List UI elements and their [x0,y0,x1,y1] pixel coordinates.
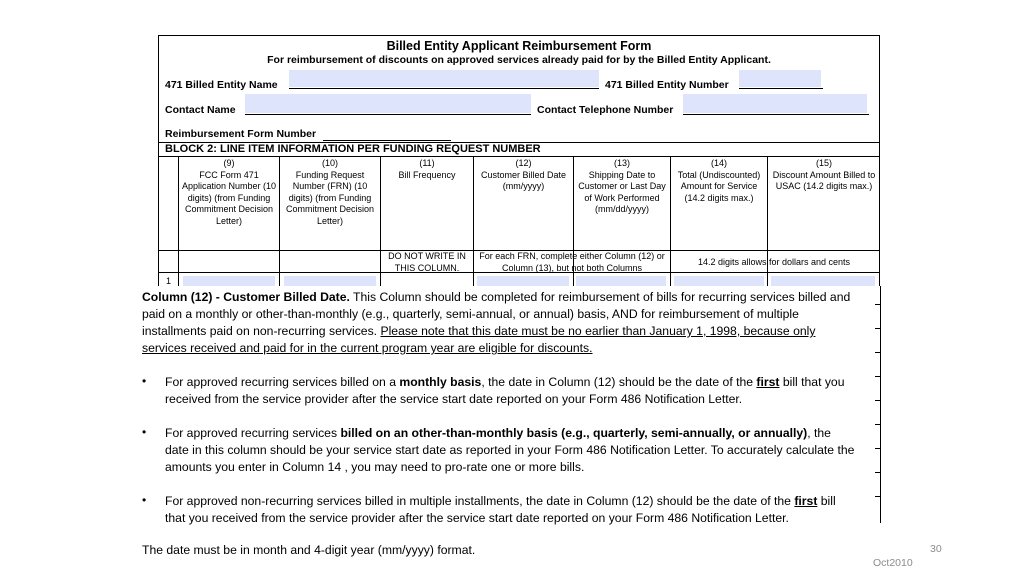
column-number: (9) [223,158,235,168]
note-digits: 14.2 digits allows for dollars and cents [697,257,851,267]
form-title: Billed Entity Applicant Reimbursement Form [386,39,652,53]
row-number: 1 [166,276,172,286]
bullet-3-dot: • [142,493,147,507]
reimbursement-form [158,35,880,287]
border-tick [875,352,881,353]
grid-divider [279,157,280,288]
column-text: FCC Form 471 Application Number (10 digits) (from Funding Commitment Decision Letter) [181,169,277,226]
intro-underlined-note: Please note that this date must be no earlier than January 1, 1998, because only services received and paid for in the current program year are eligible for discounts. [142,324,816,355]
form-subtitle: For reimbursement of discounts on approved services already paid for by the Billed Entity Applicant. [267,54,771,66]
column-header-15 [772,158,876,193]
contact-name-underline [245,114,531,115]
bullet-emphasis-first: first [794,494,818,508]
billed-entity-name-field[interactable] [289,70,599,87]
column-header-10 [285,158,375,227]
column-number: (14) [710,158,727,168]
intro-paragraph [142,289,857,357]
contact-phone-label: Contact Telephone Number [537,104,674,116]
bullet-text-part: , the date in Column (12) should be the date of the [481,375,757,389]
column-text: Discount Amount Billed to USAC (14.2 digits max.) [772,169,876,191]
billed-entity-number-underline [739,88,823,89]
contact-name-label: Contact Name [165,104,236,116]
border-tick [875,328,881,329]
bullet-text-part: For approved non-recurring services billed in multiple installments, the date in Column (12) should be the date of the [165,494,795,508]
intro-text: This Column should be completed for reimbursement of bills for recurring services billed and paid on a monthly or other-than-monthly (e.g., quarterly, semi-annual, or annual) basis, AND for reimbursement of multiple installments paid on non-recurring services. [142,290,851,338]
explanation-border [880,286,881,523]
column-header-9 [179,158,279,227]
contact-phone-field[interactable] [683,94,867,113]
column-header-14 [671,158,767,204]
column-text: Total (Undiscounted) Amount for Service (14.2 digits max.) [677,169,761,203]
border-tick [875,496,881,497]
border-tick [875,424,881,425]
billed-entity-number-field[interactable] [739,70,821,87]
date-format-note: The date must be in month and 4-digit year (mm/yyyy) format. [142,543,476,557]
contact-name-field[interactable] [245,94,531,113]
note-do-not-write: DO NOT WRITE IN THIS COLUMN. [388,251,466,273]
slide-date: Oct2010 [873,557,913,569]
column-text: Bill Frequency [398,169,456,180]
line-item-grid [159,157,879,288]
bullet-emphasis: billed on an other-than-monthly basis (e.g., quarterly, semi-annually, or annually) [340,426,808,440]
bullet-text-part: , the date in this column should be your service start date as reported in your Form 486 Notification Letter. To accurately calculate the amounts you enter in Column 14 , you may need to pro-rate one or more bills. [165,426,855,474]
column-text: Funding Request Number (FRN) (10 digits) (from Funding Commitment Decision Letter) [285,169,375,226]
billed-entity-name-label: 471 Billed Entity Name [165,79,278,91]
billed-entity-number-label: 471 Billed Entity Number [605,79,729,91]
reimbursement-form-number-label: Reimbursement Form Number [165,128,317,140]
column-number: (10) [321,158,338,168]
block2-title: BLOCK 2: LINE ITEM INFORMATION PER FUNDING REQUEST NUMBER [159,142,879,157]
column-number: (11) [419,158,435,168]
bullet-monthly [165,374,857,408]
bullet-non-recurring [165,493,857,527]
column-header-13 [578,158,666,216]
column-header-12 [474,158,573,193]
border-tick [875,448,881,449]
bullet-other-than-monthly [165,425,857,476]
column-text: Shipping Date to Customer or Last Day of Work Performed (mm/dd/yyyy) [578,169,666,214]
bullet-emphasis-first: first [756,375,780,389]
bullet-2-dot: • [142,425,147,439]
border-tick [875,400,881,401]
contact-phone-underline [683,114,869,115]
intro-heading: Column (12) - Customer Billed Date. [142,290,350,304]
column-text: Customer Billed Date (mm/yyyy) [480,169,567,191]
column-header-11 [381,158,473,181]
billed-entity-name-underline [289,88,599,89]
bullet-1-dot: • [142,374,147,388]
bullet-emphasis: monthly basis [399,375,482,389]
bullet-text-part: For approved recurring services [165,426,341,440]
border-tick [875,304,881,305]
border-tick [875,472,881,473]
border-tick [875,376,881,377]
column-number: (15) [815,158,832,168]
slide-number: 30 [930,543,942,555]
bullet-text-part: For approved recurring services billed on a [165,375,400,389]
note-each-frn: For each FRN, complete either Column (12) or Column (13), but not both Columns [479,251,665,273]
column-number: (13) [613,158,630,168]
bullet-text-part: bill that you received from the service provider after the service start date reported on your Form 486 Notification Letter. [165,494,836,525]
column-number: (12) [515,158,532,168]
column-12-explanation [136,286,881,523]
bullet-text-part: bill that you received from the service provider after the service start date reported on your Form 486 Notification Letter. [165,375,845,406]
reimbursement-form-number-field[interactable] [323,140,451,141]
